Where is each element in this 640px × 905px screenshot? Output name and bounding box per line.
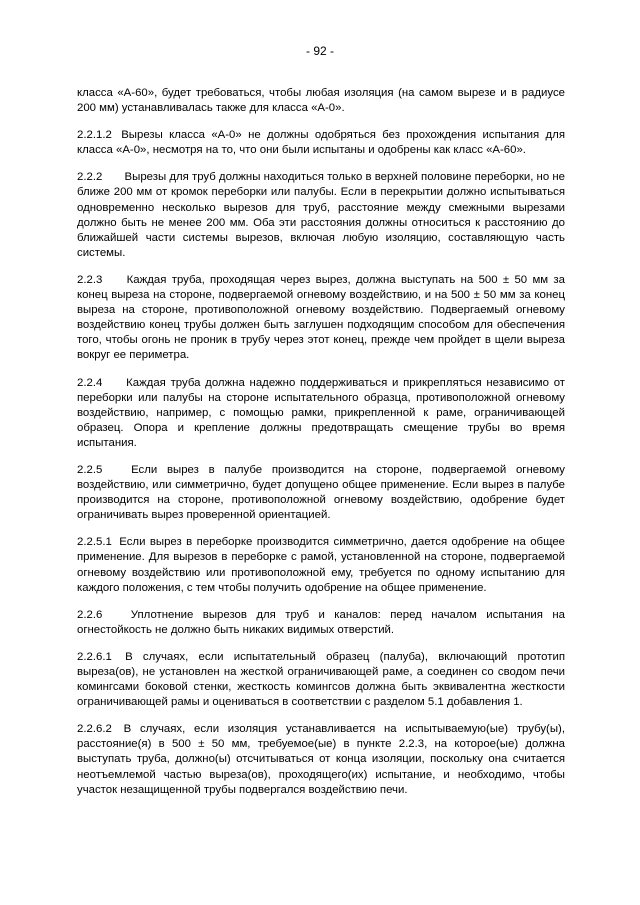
paragraph-number: 2.2.5.1 xyxy=(77,536,112,549)
paragraph-2-2-1-2 xyxy=(77,128,565,158)
paragraph-number: 2.2.2 xyxy=(77,171,103,184)
paragraph-2-2-6-1 xyxy=(77,650,565,710)
paragraph-number: 2.2.1.2 xyxy=(77,129,112,142)
paragraph-2-2-2 xyxy=(77,170,565,261)
paragraph-2-2-5-1 xyxy=(77,535,565,595)
paragraph-number: 2.2.6 xyxy=(77,608,103,621)
paragraph-continuation xyxy=(77,86,565,116)
paragraph-text: Вырезы для труб должны находиться только в верхней половине переборки, но не ближе 200 мм от кромок переборки или палубы. Если в перекрытии должно испытываться одновременно несколько вырезов для труб, расстояние между смежными вырезами должно быть не менее 200 мм. Оба эти расстояния должны относиться к расстоянию до ближайшей части системы вырезов, включая любую изоляцию, составляющую часть системы. xyxy=(77,171,565,259)
paragraph-2-2-6 xyxy=(77,608,565,638)
paragraph-2-2-3 xyxy=(77,273,565,364)
paragraph-text: Вырезы класса «А-0» не должны одобряться без прохождения испытания для класса «А-0», несмотря на то, что они были испытаны и одобрены как класс «А-60». xyxy=(77,129,565,157)
paragraph-number: 2.2.4 xyxy=(77,376,103,389)
paragraph-text: В случаях, если изоляция устанавливается на испытываемую(ые) трубу(ы), расстояние(я) в 500 ± 50 мм, требуемое(ые) в пункте 2.2.3, на которое(ые) должна выступать труба, должно(ы) отсчитываться от конца изоляции, поскольку она считается неотъемлемой частью выреза(ов), проходящего(их) испытание, и необходимо, чтобы участок незащищенной трубы подвергался воздействию печи. xyxy=(77,723,565,796)
paragraph-text: Уплотнение вырезов для труб и каналов: перед началом испытания на огнестойкость не должно быть никаких видимых отверстий. xyxy=(77,608,565,636)
paragraph-number: 2.2.6.2 xyxy=(77,723,112,736)
paragraph-text: Каждая труба, проходящая через вырез, должна выступать на 500 ± 50 мм за конец выреза на стороне, подвергаемой огневому воздействию, и на 500 ± 50 мм за конец выреза на стороне, противоположной огневому воздействию. Подвергаемый огневому воздействию конец трубы должен быть заглушен подходящим способом для обеспечения того, чтобы огонь не проник в трубу через этот конец, прежде чем пройдет в щели выреза вокруг ее периметра. xyxy=(77,273,565,362)
paragraph-text: В случаях, если испытательный образец (палуба), включающий прототип выреза(ов), не установлен на жесткой ограничивающей раме, а соединен со сводом печи комингсами боковой стенки, жесткость комингсов должна быть эквивалентна жесткости ограничивающей рамы и оцениваться в соответствии с разделом 5.1 добавления 1. xyxy=(77,650,565,709)
document-body xyxy=(77,86,565,810)
paragraph-number: 2.2.6.1 xyxy=(77,650,112,663)
paragraph-text: Если вырез в переборке производится симметрично, дается одобрение на общее применение. Для вырезов в переборке с рамой, установленной на стороне, подвергаемой огневому воздействию или противоположной ему, требуется по одному испытанию для каждого положения, с тем чтобы получить одобрение на общее применение. xyxy=(77,536,565,594)
paragraph-text: Каждая труба должна надежно поддерживаться и прикрепляться независимо от переборки или палубы на стороне испытательного образца, противоположной огневому воздействию, например, с помощью рамки, прикрепленной к раме, ограничивающей образец. Опора и крепление должны предотвращать смещение трубы во время испытания. xyxy=(77,376,565,449)
page-number: - 92 - xyxy=(305,44,334,58)
paragraph-2-2-6-2 xyxy=(77,722,565,797)
paragraph-text: Если вырез в палубе производится на стороне, подвергаемой огневому воздействию, или симметрично, будет допущено общее применение. Если вырез в палубе производится на стороне, противоположной огневому воздействию, одобрение будет ограничивать вырез проверенной ориентацией. xyxy=(77,463,565,522)
paragraph-text: класса «А-60», будет требоваться, чтобы любая изоляция (на самом вырезе и в радиусе 200 мм) устанавливалась также для класса «А-0». xyxy=(77,87,565,115)
paragraph-2-2-5 xyxy=(77,463,565,523)
paragraph-number: 2.2.5 xyxy=(77,463,103,476)
paragraph-number: 2.2.3 xyxy=(77,273,103,286)
paragraph-2-2-4 xyxy=(77,376,565,451)
